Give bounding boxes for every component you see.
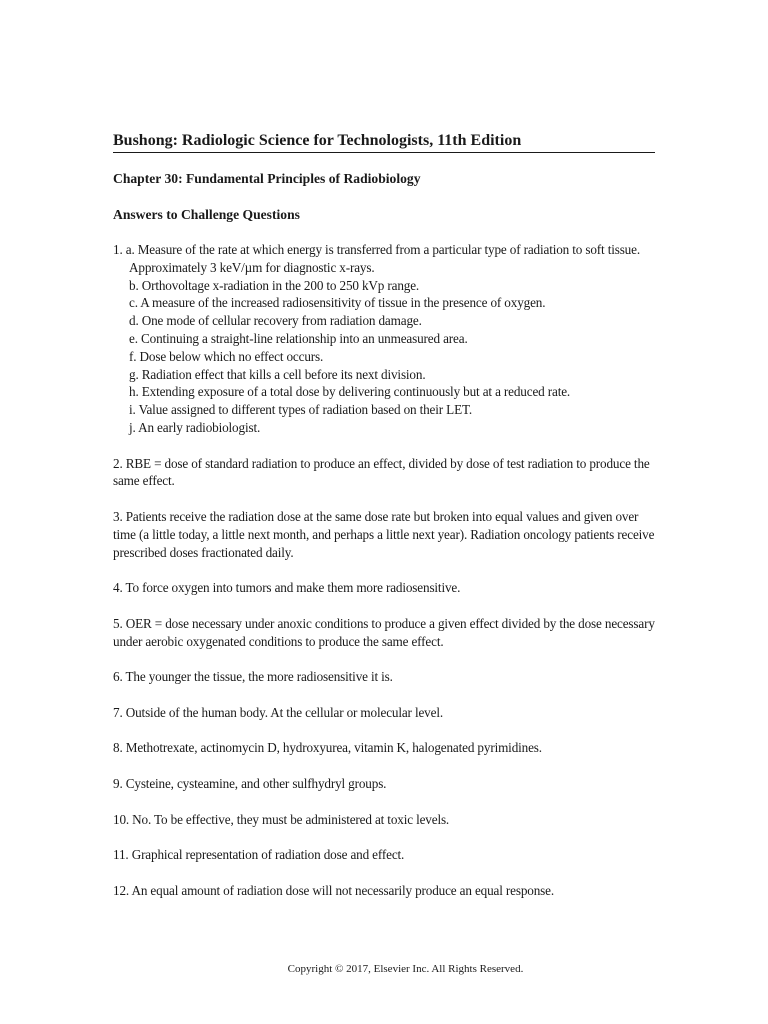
answer-1c: c. A measure of the increased radiosensitivity of tissue in the presence of oxygen.: [129, 295, 546, 311]
answer-12: 12. An equal amount of radiation dose will not necessarily produce an equal response.: [113, 882, 554, 898]
answer-1b: b. Orthovoltage x-radiation in the 200 to 250 kVp range.: [129, 277, 420, 293]
answer-3: 3. Patients receive the radiation dose at the same dose rate but broken into equal values and given over time (a little today, a little next month, and perhaps a little next year). Radiation oncology patients receive prescribed doses fractionated daily.: [113, 508, 655, 560]
answer-1i: i. Value assigned to different types of radiation based on their LET.: [129, 402, 473, 418]
answer-11: 11. Graphical representation of radiation dose and effect.: [113, 847, 405, 863]
answer-6: 6. The younger the tissue, the more radiosensitive it is.: [113, 669, 393, 685]
answer-1a: 1. a. Measure of the rate at which energy is transferred from a particular type of radiation to soft tissue. Approximately 3 keV/µm for diagnostic x-rays.: [113, 242, 640, 275]
answer-1h: h. Extending exposure of a total dose by delivering continuously but at a reduced rate.: [129, 384, 571, 400]
answer-1d: d. One mode of cellular recovery from radiation damage.: [129, 313, 422, 329]
section-title: Answers to Challenge Questions: [113, 207, 300, 222]
answer-10: 10. No. To be effective, they must be administered at toxic levels.: [113, 811, 450, 827]
answer-9: 9. Cysteine, cysteamine, and other sulfhydryl groups.: [113, 775, 387, 791]
answer-2: 2. RBE = dose of standard radiation to produce an effect, divided by dose of test radiation to produce the same effect.: [113, 455, 650, 489]
answers-list: [113, 241, 658, 917]
document-page: [113, 0, 658, 1024]
answer-1f: f. Dose below which no effect occurs.: [129, 348, 324, 364]
answer-5: 5. OER = dose necessary under anoxic conditions to produce a given effect divided by the dose necessary under aerobic oxygenated conditions to produce the same effect.: [113, 615, 655, 649]
answer-8: 8. Methotrexate, actinomycin D, hydroxyurea, vitamin K, halogenated pyrimidines.: [113, 740, 542, 756]
answer-1g: g. Radiation effect that kills a cell before its next division.: [129, 366, 426, 382]
answer-1: [113, 241, 658, 437]
copyright-footer: Copyright © 2017, Elsevier Inc. All Rights Reserved.: [287, 963, 524, 975]
answer-4: 4. To force oxygen into tumors and make them more radiosensitive.: [113, 580, 461, 596]
book-title: Bushong: Radiologic Science for Technologists, 11th Edition: [113, 131, 655, 153]
answer-1e: e. Continuing a straight-line relationship into an unmeasured area.: [129, 330, 468, 346]
answer-7: 7. Outside of the human body. At the cellular or molecular level.: [113, 704, 443, 720]
chapter-title: Chapter 30: Fundamental Principles of Radiobiology: [113, 171, 421, 186]
answer-1j: j. An early radiobiologist.: [129, 419, 261, 435]
